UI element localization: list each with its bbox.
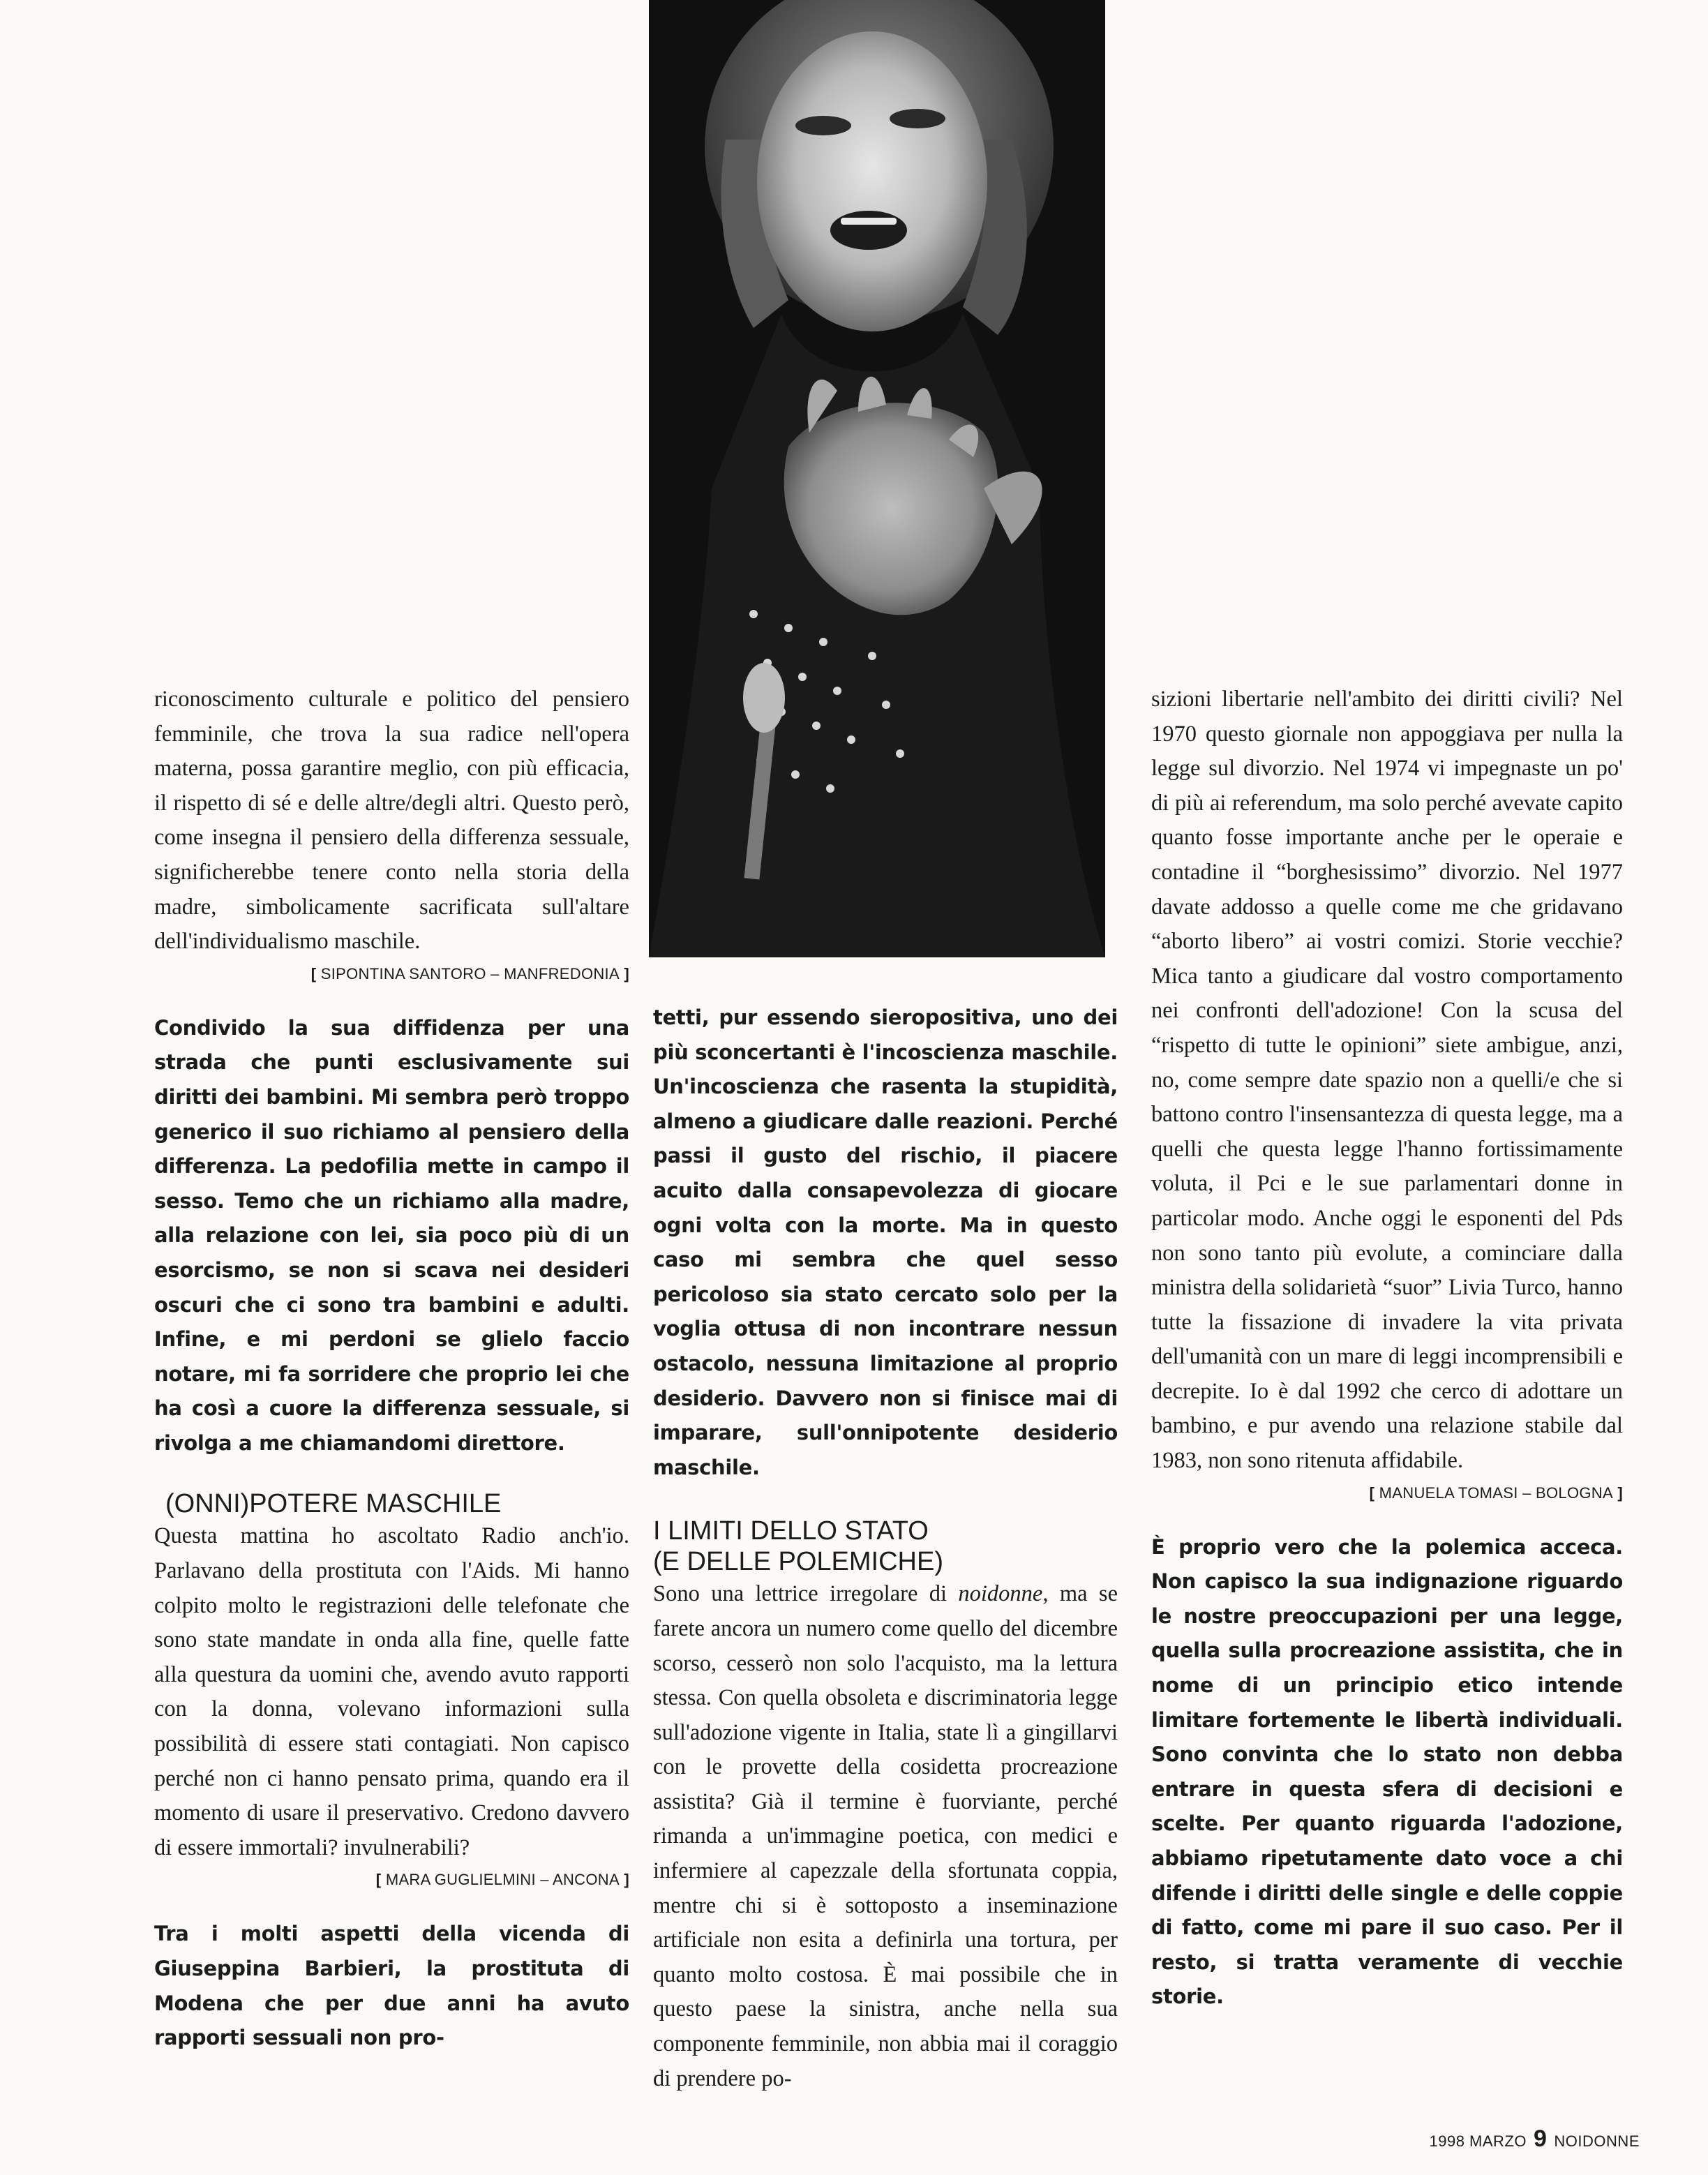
heading-limiti-dello-stato — [653, 1516, 1118, 1577]
reply-2-end-text: tetti, pur essendo sieropositiva, uno dei più sconcertanti è l'incoscienza maschile. Un'incoscienza che rasenta la stupidità, almeno a giudicare dalle reazioni. Perché passi il gusto del rischio, il piacere acuito dalla consapevolezza di giocare ogni volta con la morte. Ma in questo caso mi sembra che quel sesso pericoloso sia stato cercato solo per la voglia ottusa di non incontrare nessun ostacolo, nessuna limitazione al proprio desiderio. Davvero non si finisce mai di imparare, sull'onnipotente desiderio maschile. — [653, 1006, 1118, 1479]
letter-3-signature: [ MANUELA TOMASI – BOLOGNA ] — [1151, 1481, 1623, 1505]
issue-date: 1998 MARZO — [1429, 2132, 1527, 2150]
heading-limiti-line-2: (E DELLE POLEMICHE) — [653, 1547, 943, 1577]
reply-3-text: È proprio vero che la polemica acceca. Non capisco la sua indignazione riguardo le nostre preoccupazioni per una legge, quella sulla procreazione assistita, che in nome di un principio etico intende limitare fortemente le libertà individuali. Sono convinta che lo stato non debba entrare in questa sfera di decisioni e scelte. Per quanto riguarda l'adozione, abbiamo ripetutamente dato voce a chi difende i diritti delle single e delle coppie di fatto, come mi pare il suo caso. Per il resto, si tratta veramente di vecchie storie. — [1151, 1534, 1623, 2009]
column-1 — [154, 682, 629, 2056]
column-3 — [1151, 682, 1623, 2015]
reply-2-start-text: Tra i molti aspetti della vicenda di Giuseppina Barbieri, la prostituta di Modena che per due anni ha avuto rapporti sessuali non pro- — [154, 1922, 629, 2050]
page-footer — [1430, 2125, 1640, 2153]
singer-photo-illustration — [649, 0, 1105, 957]
letter-2-signature: [ MARA GUGLIELMINI – ANCONA ] — [154, 1868, 629, 1892]
column-2 — [653, 1001, 1118, 2096]
magazine-name-inline: noidonne — [958, 1581, 1043, 1607]
magazine-name-noi: NOI — [1554, 2132, 1583, 2150]
reply-1-text: Condivido la sua diffidenza per una strada che punti esclusivamente sui diritti dei bambini. Mi sembra però troppo generico il suo richiamo al pensiero della differenza. La pedofilia mette in campo il sesso. Temo che un richiamo alla madre, alla relazione con lei, sia poco più di un esorcismo, se non si scava nei desideri oscuri che ci sono tra bambini e adulti. Infine, e mi perdoni se glielo faccio notare, mi fa sorridere che proprio lei che ha così a cuore la differenza sessuale, si rivolga a me chiamandomi direttore. — [154, 1015, 629, 1455]
photo — [649, 0, 1105, 957]
magazine-name-donne: DONNE — [1582, 2132, 1640, 2150]
heading-onnipotere-maschile: (ONNI)POTERE MASCHILE — [165, 1489, 502, 1519]
letter-3-after-em: , ma se farete ancora un numero come quello del dicembre scorso, cesserò non solo l'acquisto, ma la lettura stessa. Con quella obsoleta e discriminatoria legge sull'adozione vigente in Italia, state lì a gingillarvi con le provette della cosidetta procreazione assistita? Già il termine è fuorviante, perché rimanda a un'immagine poetica, con medici e infermiere al capezzale della sfortunata coppia, mentre chi si è sottoposto a inseminazione artificiale non esita a definirla una tortura, per quanto molto costosa. È mai possibile che in questo paese la sinistra, anche nella sua componente femminile, non abbia mai il coraggio di prendere po- — [653, 1581, 1118, 2091]
letter-1-signature: [ SIPONTINA SANTORO – MANFREDONIA ] — [154, 962, 629, 986]
letter-3-start-text — [653, 1577, 1118, 2096]
letter-3-before-em: Sono una lettrice irregolare di — [653, 1581, 959, 1607]
letter-1-text: riconoscimento culturale e politico del pensiero femminile, che trova la sua radice nell'opera materna, possa garantire meglio, con più efficacia, il rispetto di sé e delle altre/degli altri. Questo però, come insegna il pensiero della differenza sessuale, significherebbe tenere conto nella storia della madre, simbolicamente sacrificata sull'altare dell'individualismo maschile. — [154, 687, 629, 955]
page-number: 9 — [1534, 2125, 1548, 2152]
letter-3-end-text: sizioni libertarie nell'ambito dei diritti civili? Nel 1970 questo giornale non appoggiava per nulla la legge sul divorzio. Nel 1974 vi impegnaste un po' di più ai referendum, ma solo perché avevate capito quanto fosse importante anche per le operaie e contadine il “borghesissimo” divorzio. Nel 1977 davate addosso a quelle come me che gridavano “aborto libero” ai vostri comizi. Storie vecchie? Mica tanto a giudicare dal vostro comportamento nei confronti dell'adozione! Con la scusa del “rispetto di tutte le opinioni” siete ambigue, anzi, no, come sempre date spazio non a quelli/e che si battono contro l'insensantezza di questa legge, ma a quelli che questa legge l'hanno fortissimamente voluta, il Pci e le sue parlamentari donne in particolar modo. Anche oggi le esponenti del Pds non sono tanto più evolute, a cominciare dalla ministra della solidarietà “suor” Livia Turco, hanno tutte la fissazione di invadere la vita privata dell'umanità con un mare di leggi incomprensibili e decrepite. Io è dal 1992 che cerco di adottare un bambino, e pur avendo una relazione stabile dal 1983, non sono ritenuta affidabile. — [1151, 687, 1623, 1474]
heading-limiti-line-1: I LIMITI DELLO STATO — [653, 1516, 929, 1546]
letter-2-text: Questa mattina ho ascoltato Radio anch'io. Parlavano della prostituta con l'Aids. Mi hanno colpito molto le registrazioni delle telefonate che sono state mandate in onda alla fine, quelle fatte alla questura da uomini che, avendo avuto rapporti con la donna, volevano informazioni sulla possibilità di essere stati contagiati. Non capisco perché non ci hanno pensato prima, quando era il momento di usare il preservativo. Credono davvero di essere immortali? invulnerabili? — [154, 1523, 629, 1860]
